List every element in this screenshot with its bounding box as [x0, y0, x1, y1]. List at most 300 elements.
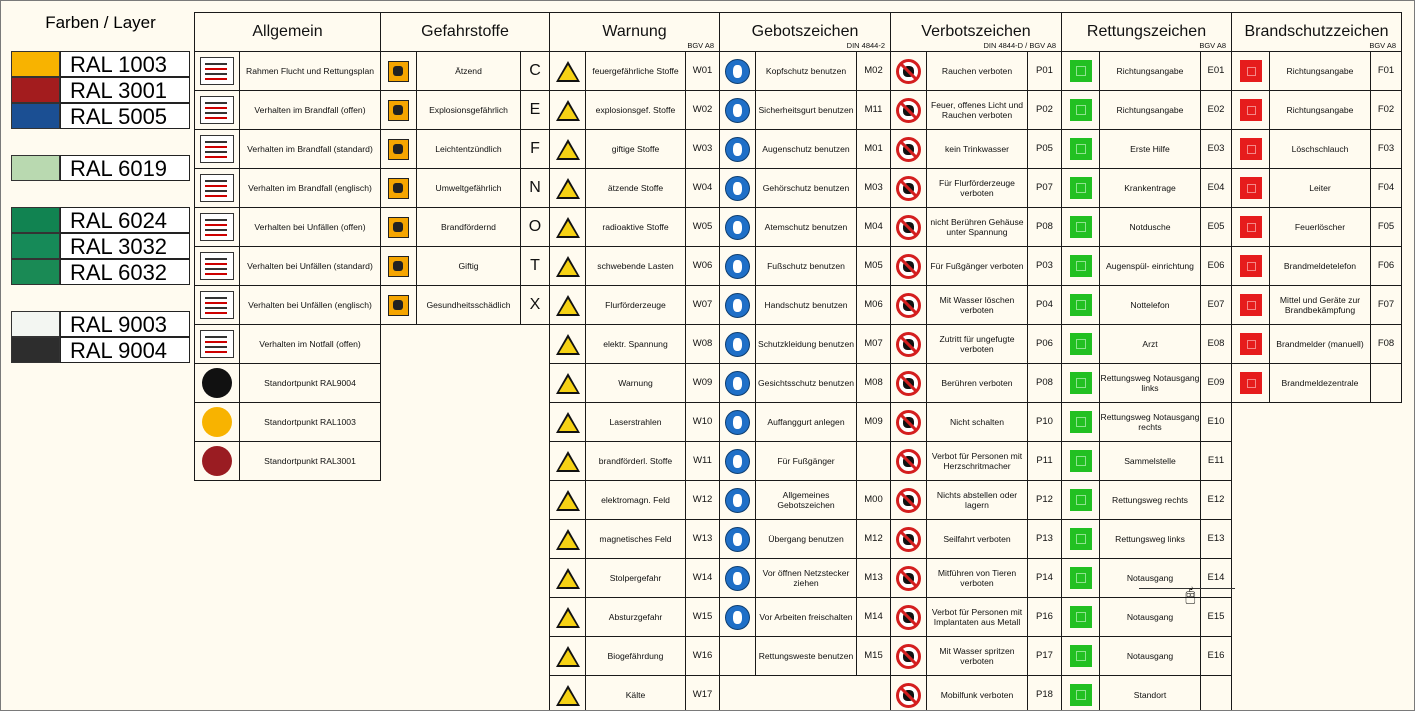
row-code: E15 [1201, 598, 1232, 637]
row-label: Richtungsangabe [1100, 52, 1201, 91]
warning-triangle-icon [556, 256, 580, 277]
row-icon-cell [195, 91, 240, 130]
table-row[interactable] [1062, 364, 1232, 403]
table-row[interactable] [550, 520, 720, 559]
allgemein-title: Allgemein [252, 23, 323, 40]
table-row[interactable] [550, 676, 720, 711]
row-label: radioaktive Stoffe [586, 208, 686, 247]
row-icon-cell [550, 481, 586, 520]
prohibition-sign-icon [896, 137, 921, 162]
fire-protection-sign-icon [1240, 60, 1262, 82]
table-row[interactable] [891, 481, 1062, 520]
doc-icon [200, 213, 234, 241]
table-row[interactable] [381, 247, 550, 286]
row-icon-cell [550, 286, 586, 325]
row-label: Flurförderzeuge [586, 286, 686, 325]
swatch-label: RAL 6032 [60, 259, 190, 285]
table-row[interactable] [381, 169, 550, 208]
row-code: W14 [686, 559, 720, 598]
rescue-sign-icon [1070, 177, 1092, 199]
row-label: Sicherheitsgurt benutzen [756, 91, 857, 130]
table-row[interactable] [891, 403, 1062, 442]
table-row[interactable] [1232, 52, 1402, 91]
row-code: P08 [1028, 208, 1062, 247]
row-code: W08 [686, 325, 720, 364]
row-icon-cell [195, 208, 240, 247]
swatch-row[interactable] [11, 259, 190, 285]
swatch-row[interactable] [11, 311, 190, 337]
table-row[interactable] [891, 325, 1062, 364]
table-row[interactable] [720, 403, 891, 442]
swatch-label: RAL 6024 [60, 207, 190, 233]
table-row[interactable] [1062, 442, 1232, 481]
prohibition-sign-icon [896, 488, 921, 513]
swatch-color[interactable] [11, 337, 60, 363]
row-icon-cell [381, 91, 417, 130]
swatch-label: RAL 1003 [60, 51, 190, 77]
table-row[interactable] [720, 208, 891, 247]
row-label: Augenschutz benutzen [756, 130, 857, 169]
row-label: Rettungsweg rechts [1100, 481, 1201, 520]
swatch-color[interactable] [11, 77, 60, 103]
table-row[interactable] [550, 247, 720, 286]
row-icon-cell [720, 598, 756, 637]
table-row[interactable] [195, 364, 381, 403]
row-code: W10 [686, 403, 720, 442]
gebotszeichen-table [719, 12, 891, 676]
row-code: P12 [1028, 481, 1062, 520]
row-label: Rettungsweg Notausgang rechts [1100, 403, 1201, 442]
doc-icon [200, 252, 234, 280]
verbotszeichen-norm: DIN 4844-D / BGV A8 [983, 41, 1057, 50]
row-label: Gesundheitsschädlich [417, 286, 521, 325]
row-label: Verhalten im Brandfall (offen) [240, 91, 381, 130]
warning-triangle-icon [556, 490, 580, 511]
table-row[interactable] [720, 559, 891, 598]
frame-plan-icon [200, 57, 234, 85]
row-icon-cell [550, 598, 586, 637]
row-label: elektr. Spannung [586, 325, 686, 364]
hazard-symbol-icon [388, 295, 409, 316]
table-row[interactable] [1062, 91, 1232, 130]
row-icon-cell [381, 286, 417, 325]
row-label: Atemschutz benutzen [756, 208, 857, 247]
row-icon-cell [1062, 676, 1100, 711]
table-row[interactable] [891, 130, 1062, 169]
row-icon-cell [720, 481, 756, 520]
table-row[interactable] [1062, 208, 1232, 247]
table-row[interactable] [195, 91, 381, 130]
brandschutz-norm: BGV A8 [1369, 41, 1397, 50]
table-row[interactable] [550, 364, 720, 403]
row-icon-cell [720, 559, 756, 598]
table-row[interactable] [381, 286, 550, 325]
table-row[interactable] [381, 91, 550, 130]
table-row[interactable] [891, 559, 1062, 598]
rescue-sign-icon [1070, 567, 1092, 589]
row-icon-cell [550, 676, 586, 711]
table-row[interactable] [1062, 169, 1232, 208]
swatch-row[interactable] [11, 51, 190, 77]
rescue-sign-icon [1070, 216, 1092, 238]
table-row[interactable] [891, 91, 1062, 130]
row-label: Mitführen von Tieren verboten [927, 559, 1028, 598]
row-label: Kälte [586, 676, 686, 711]
row-code: E04 [1201, 169, 1232, 208]
row-label: magnetisches Feld [586, 520, 686, 559]
warning-triangle-icon [556, 685, 580, 706]
rescue-sign-icon [1070, 684, 1092, 706]
swatch-color[interactable] [11, 155, 60, 181]
table-row[interactable] [1232, 325, 1402, 364]
table-row[interactable] [195, 442, 381, 481]
table-row[interactable] [720, 130, 891, 169]
row-code: W16 [686, 637, 720, 676]
row-label: Verhalten im Brandfall (englisch) [240, 169, 381, 208]
warning-triangle-icon [556, 61, 580, 82]
mandatory-sign-icon [725, 176, 750, 201]
row-code: W04 [686, 169, 720, 208]
row-code: M04 [857, 208, 891, 247]
table-row[interactable] [195, 403, 381, 442]
swatch-row[interactable] [11, 155, 190, 181]
rescue-sign-icon [1070, 333, 1092, 355]
row-label: Giftig [417, 247, 521, 286]
table-row[interactable] [891, 364, 1062, 403]
table-row[interactable] [550, 208, 720, 247]
table-row[interactable] [195, 130, 381, 169]
row-icon-cell [891, 598, 927, 637]
row-icon-cell [720, 169, 756, 208]
doc-icon [200, 330, 234, 358]
table-row[interactable] [1062, 676, 1232, 711]
warning-triangle-icon [556, 178, 580, 199]
warning-triangle-icon [556, 100, 580, 121]
row-icon-cell [891, 403, 927, 442]
table-row[interactable] [891, 169, 1062, 208]
swatch-color[interactable] [11, 103, 60, 129]
swatch-row[interactable] [11, 103, 190, 129]
prohibition-sign-icon [896, 332, 921, 357]
row-icon-cell [720, 52, 756, 91]
row-label: Notdusche [1100, 208, 1201, 247]
mandatory-sign-icon [725, 449, 750, 474]
table-row[interactable] [550, 169, 720, 208]
row-icon-cell [1232, 247, 1270, 286]
table-row[interactable] [550, 325, 720, 364]
table-row[interactable] [1232, 364, 1402, 403]
rescue-sign-icon [1070, 606, 1092, 628]
table-row[interactable] [195, 286, 381, 325]
fire-protection-sign-icon [1240, 177, 1262, 199]
table-row[interactable] [550, 637, 720, 676]
warnung-table [549, 12, 720, 711]
table-row[interactable] [1062, 52, 1232, 91]
row-code: W03 [686, 130, 720, 169]
swatch-label: RAL 9003 [60, 311, 190, 337]
swatch-color[interactable] [11, 51, 60, 77]
row-icon-cell [891, 52, 927, 91]
prohibition-sign-icon [896, 254, 921, 279]
row-icon-cell [1062, 481, 1100, 520]
table-row[interactable] [195, 169, 381, 208]
row-label: Verbot für Personen mit Implantaten aus Metall [927, 598, 1028, 637]
row-label: Leiter [1270, 169, 1371, 208]
table-row[interactable] [1062, 130, 1232, 169]
warnung-norm: BGV A8 [687, 41, 715, 50]
row-icon-cell [720, 637, 756, 676]
row-icon-cell [891, 247, 927, 286]
row-label: Standortpunkt RAL9004 [240, 364, 381, 403]
table-row[interactable] [891, 208, 1062, 247]
swatch-color[interactable] [11, 311, 60, 337]
row-label: Brandfördernd [417, 208, 521, 247]
table-row[interactable] [195, 247, 381, 286]
row-code: W07 [686, 286, 720, 325]
doc-icon [200, 96, 234, 124]
table-row[interactable] [1062, 520, 1232, 559]
row-icon-cell [1232, 169, 1270, 208]
swatch-color[interactable] [11, 259, 60, 285]
row-code: W12 [686, 481, 720, 520]
mandatory-sign-icon [725, 137, 750, 162]
row-label: Für Flurförderzeuge verboten [927, 169, 1028, 208]
table-row[interactable] [720, 286, 891, 325]
row-code: W01 [686, 52, 720, 91]
swatch-label: RAL 3001 [60, 77, 190, 103]
row-icon-cell [381, 130, 417, 169]
row-code: M05 [857, 247, 891, 286]
row-label: Löschschlauch [1270, 130, 1371, 169]
row-code: P07 [1028, 169, 1062, 208]
row-label: Mittel und Geräte zur Brandbekämpfung [1270, 286, 1371, 325]
table-row[interactable] [720, 169, 891, 208]
row-icon-cell [550, 442, 586, 481]
row-icon-cell [1232, 364, 1270, 403]
table-row[interactable] [1062, 247, 1232, 286]
hazard-symbol-icon [388, 217, 409, 238]
table-row[interactable] [891, 637, 1062, 676]
table-row[interactable] [550, 481, 720, 520]
table-row[interactable] [381, 130, 550, 169]
row-icon-cell [195, 403, 240, 442]
fire-protection-sign-icon [1240, 372, 1262, 394]
row-icon-cell [550, 130, 586, 169]
table-row[interactable] [1062, 559, 1232, 598]
row-label: Biogefährdung [586, 637, 686, 676]
row-label: Stolpergefahr [586, 559, 686, 598]
row-icon-cell [720, 442, 756, 481]
row-icon-cell [550, 325, 586, 364]
table-row[interactable] [720, 91, 891, 130]
row-label: Absturzgefahr [586, 598, 686, 637]
row-label: ätzende Stoffe [586, 169, 686, 208]
table-row[interactable] [550, 442, 720, 481]
row-icon-cell [1062, 91, 1100, 130]
table-row[interactable] [720, 247, 891, 286]
mandatory-sign-icon [725, 410, 750, 435]
row-label: Nicht schalten [927, 403, 1028, 442]
table-row[interactable] [891, 598, 1062, 637]
doc-icon [200, 135, 234, 163]
table-row[interactable] [550, 598, 720, 637]
table-row[interactable] [1232, 208, 1402, 247]
table-row[interactable] [550, 559, 720, 598]
row-label: Fußschutz benutzen [756, 247, 857, 286]
row-icon-cell [1062, 325, 1100, 364]
row-code: P03 [1028, 247, 1062, 286]
table-row[interactable] [720, 364, 891, 403]
swatch-row[interactable] [11, 77, 190, 103]
row-code: F08 [1371, 325, 1402, 364]
table-row[interactable] [720, 637, 891, 676]
prohibition-sign-icon [896, 410, 921, 435]
table-row[interactable] [891, 52, 1062, 91]
table-row[interactable] [891, 286, 1062, 325]
table-row[interactable] [1232, 247, 1402, 286]
row-code: E14 [1201, 559, 1232, 598]
row-icon-cell [891, 169, 927, 208]
table-row[interactable] [550, 403, 720, 442]
table-row[interactable] [720, 598, 891, 637]
table-row[interactable] [720, 520, 891, 559]
table-row[interactable] [891, 442, 1062, 481]
row-icon-cell [1232, 208, 1270, 247]
row-code: M13 [857, 559, 891, 598]
row-code: M11 [857, 91, 891, 130]
doc-icon [200, 291, 234, 319]
row-code: X [521, 286, 550, 325]
verbotszeichen-title: Verbotszeichen [921, 23, 1031, 40]
warnung-title: Warnung [602, 23, 667, 40]
swatch-row[interactable] [11, 207, 190, 233]
gebotszeichen-header [720, 13, 891, 52]
row-code: W15 [686, 598, 720, 637]
row-icon-cell [550, 169, 586, 208]
row-icon-cell [1062, 637, 1100, 676]
swatch-row[interactable] [11, 233, 190, 259]
verbotszeichen-header [891, 13, 1062, 52]
table-row[interactable] [550, 130, 720, 169]
hazard-symbol-icon [388, 178, 409, 199]
row-icon-cell [1062, 169, 1100, 208]
table-row[interactable] [1232, 169, 1402, 208]
table-row[interactable] [381, 52, 550, 91]
row-code: W05 [686, 208, 720, 247]
row-label: Leichtentzündlich [417, 130, 521, 169]
row-code: E10 [1201, 403, 1232, 442]
fire-protection-sign-icon [1240, 333, 1262, 355]
row-label: Notausgang [1100, 637, 1201, 676]
row-label: Rauchen verboten [927, 52, 1028, 91]
warning-triangle-icon [556, 451, 580, 472]
row-icon-cell [891, 364, 927, 403]
table-row[interactable] [550, 286, 720, 325]
row-icon-cell [891, 559, 927, 598]
table-row[interactable] [1062, 403, 1232, 442]
swatch-label: RAL 9004 [60, 337, 190, 363]
table-row[interactable] [1232, 130, 1402, 169]
row-icon-cell [1232, 52, 1270, 91]
row-code: E12 [1201, 481, 1232, 520]
row-code: F06 [1371, 247, 1402, 286]
table-row[interactable] [891, 520, 1062, 559]
row-label: Seilfahrt verboten [927, 520, 1028, 559]
rescue-sign-icon [1070, 645, 1092, 667]
table-row[interactable] [720, 52, 891, 91]
rescue-sign-icon [1070, 99, 1092, 121]
table-row[interactable] [1232, 91, 1402, 130]
table-row[interactable] [1062, 325, 1232, 364]
row-code: E08 [1201, 325, 1232, 364]
row-label: Arzt [1100, 325, 1201, 364]
row-code: W02 [686, 91, 720, 130]
row-label: Verbot für Personen mit Herzschritmacher [927, 442, 1028, 481]
table-row[interactable] [195, 325, 381, 364]
row-label: Auffanggurt anlegen [756, 403, 857, 442]
table-row[interactable] [891, 676, 1062, 711]
row-code: P05 [1028, 130, 1062, 169]
row-label: Schutzkleidung benutzen [756, 325, 857, 364]
table-row[interactable] [720, 325, 891, 364]
row-icon-cell [381, 52, 417, 91]
black-dot-icon [202, 368, 232, 398]
table-row[interactable] [1062, 286, 1232, 325]
table-row[interactable] [1062, 637, 1232, 676]
hazard-symbol-icon [388, 139, 409, 160]
table-row[interactable] [195, 208, 381, 247]
swatch-color[interactable] [11, 207, 60, 233]
row-icon-cell [195, 130, 240, 169]
row-code: E07 [1201, 286, 1232, 325]
swatch-row[interactable] [11, 337, 190, 363]
table-row[interactable] [195, 52, 381, 91]
doc-icon [200, 174, 234, 202]
row-code: W06 [686, 247, 720, 286]
table-row[interactable] [1062, 598, 1232, 637]
row-label: Standort [1100, 676, 1201, 711]
table-row[interactable] [550, 91, 720, 130]
row-label: Notausgang [1100, 598, 1201, 637]
allgemein-header [195, 13, 381, 52]
fire-protection-sign-icon [1240, 255, 1262, 277]
table-row[interactable] [1232, 286, 1402, 325]
row-code: P14 [1028, 559, 1062, 598]
rescue-sign-icon [1070, 489, 1092, 511]
row-code: M15 [857, 637, 891, 676]
gebotszeichen-title: Gebotszeichen [751, 23, 859, 40]
row-code: T [521, 247, 550, 286]
table-row[interactable] [550, 52, 720, 91]
table-row[interactable] [381, 208, 550, 247]
row-icon-cell [1062, 247, 1100, 286]
warning-triangle-icon [556, 217, 580, 238]
row-icon-cell [1232, 325, 1270, 364]
row-label: Mit Wasser löschen verboten [927, 286, 1028, 325]
row-label: Explosionsgefährlich [417, 91, 521, 130]
row-code: P08 [1028, 364, 1062, 403]
table-row[interactable] [720, 481, 891, 520]
table-row[interactable] [1062, 481, 1232, 520]
fire-protection-sign-icon [1240, 138, 1262, 160]
swatch-color[interactable] [11, 233, 60, 259]
row-label: Sammelstelle [1100, 442, 1201, 481]
table-row[interactable] [891, 247, 1062, 286]
rescue-sign-icon [1070, 372, 1092, 394]
row-code: W11 [686, 442, 720, 481]
brandschutz-header [1232, 13, 1402, 52]
table-row[interactable] [720, 442, 891, 481]
